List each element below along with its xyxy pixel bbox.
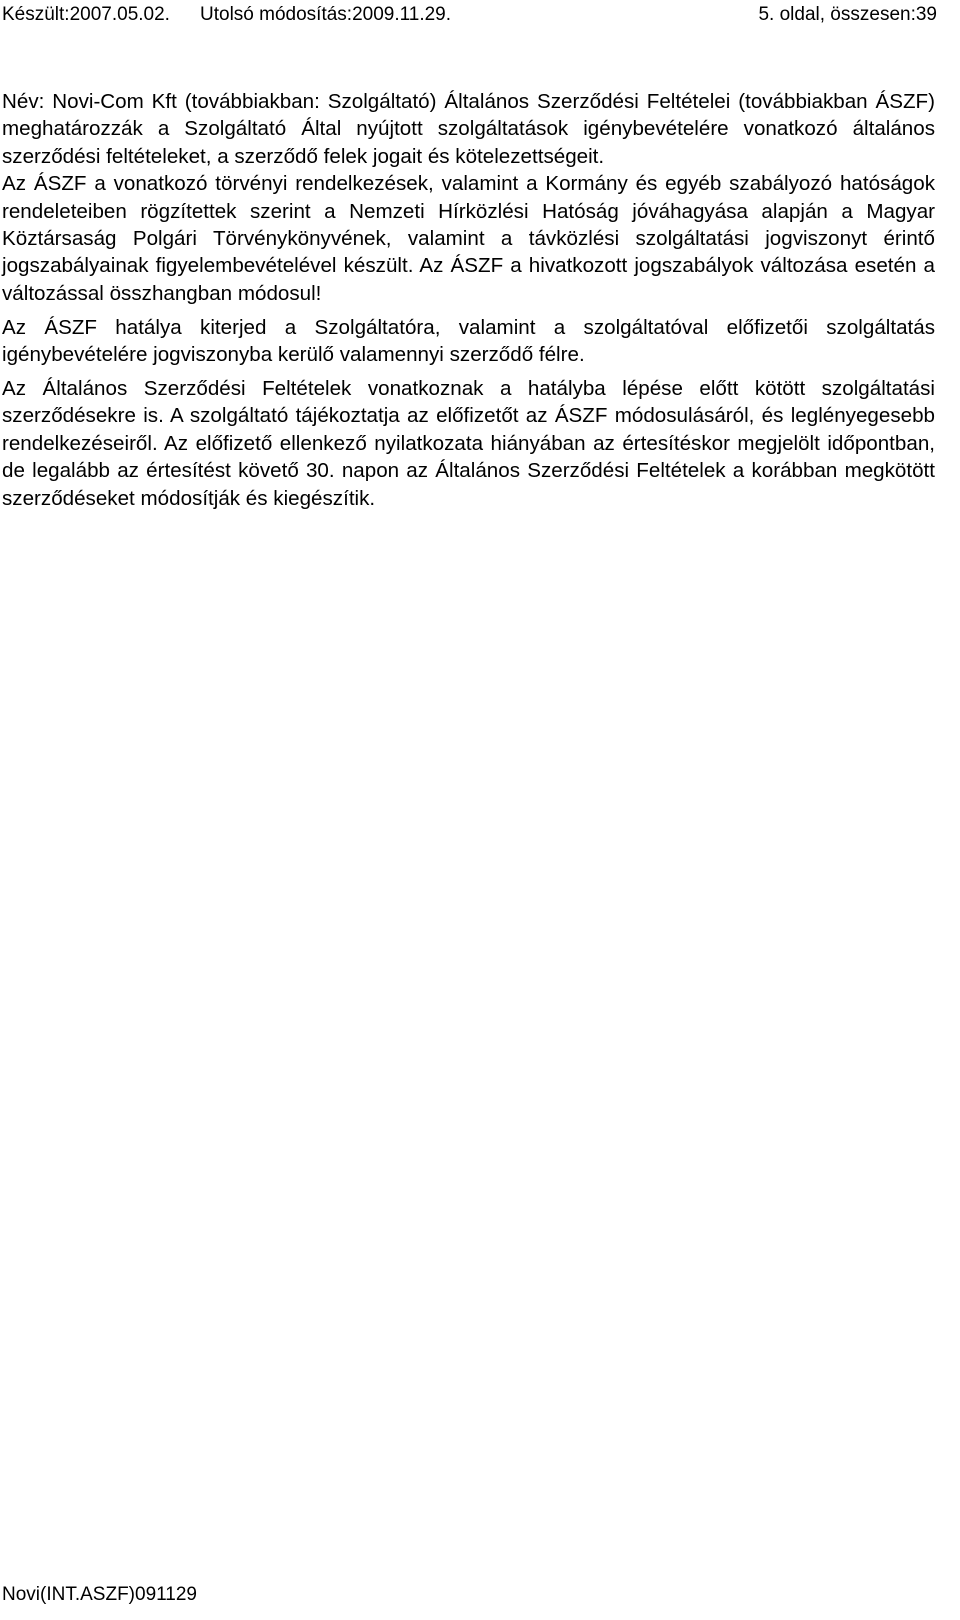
paragraph-intro: Név: Novi-Com Kft (továbbiakban: Szolgáltató) Általános Szerződési Feltételei (továbbiakban ÁSZF) meghatározzák a Szolgáltató Által nyújtott szolgáltatások igénybevételére vonatkozó általános szerződési feltételeket, a szerződő felek jogait és kötelezettségeit. [2,90,935,168]
document-code: Novi(INT.ASZF)091129 [2,1584,197,1605]
page-footer [2,1583,197,1607]
page-header [2,3,937,27]
paragraph-legal-basis: Az ÁSZF a vonatkozó törvényi rendelkezések, valamint a Kormány és egyéb szabályozó hatóságok rendeleteiben rögzítettek szerint a Nemzeti Hírközlési Hatóság jóváhagyása alapján a Magyar Köztársaság Polgári Törvénykönyvének, valamint a távközlési szolgáltatási jogviszonyt érintő jogszabályainak figyelembevételével készült. Az ÁSZF a hivatkozott jogszabályok változása esetén a változással összhangban módosul! [2,172,935,305]
document-body [2,88,935,519]
paragraph-scope: Az ÁSZF hatálya kiterjed a Szolgáltatóra, valamint a szolgáltatóval előfizetői szolgáltatás igénybevételére jogviszonyba kerülő valamennyi szerződő félre. [2,315,935,367]
page-counter: 5. oldal, összesen:39 [758,4,937,25]
modified-date: Utolsó módosítás:2009.11.29. [200,4,452,25]
paragraph-applicability: Az Általános Szerződési Feltételek vonatkoznak a hatályba lépése előtt kötött szolgáltatási szerződésekre is. A szolgáltató tájékoztatja az előfizetőt az ÁSZF módosulásáról, és leglényegesebb rendelkezéseiről. Az előfizető ellenkező nyilatkozata hiányában az értesítéskor megjelölt időpontban, de legalább az értesítést követő 30. napon az Általános Szerződési Feltételek a korábban megkötött szerződéseket módosítják és kiegészítik. [2,377,935,510]
created-date: Készült:2007.05.02. [2,4,170,25]
